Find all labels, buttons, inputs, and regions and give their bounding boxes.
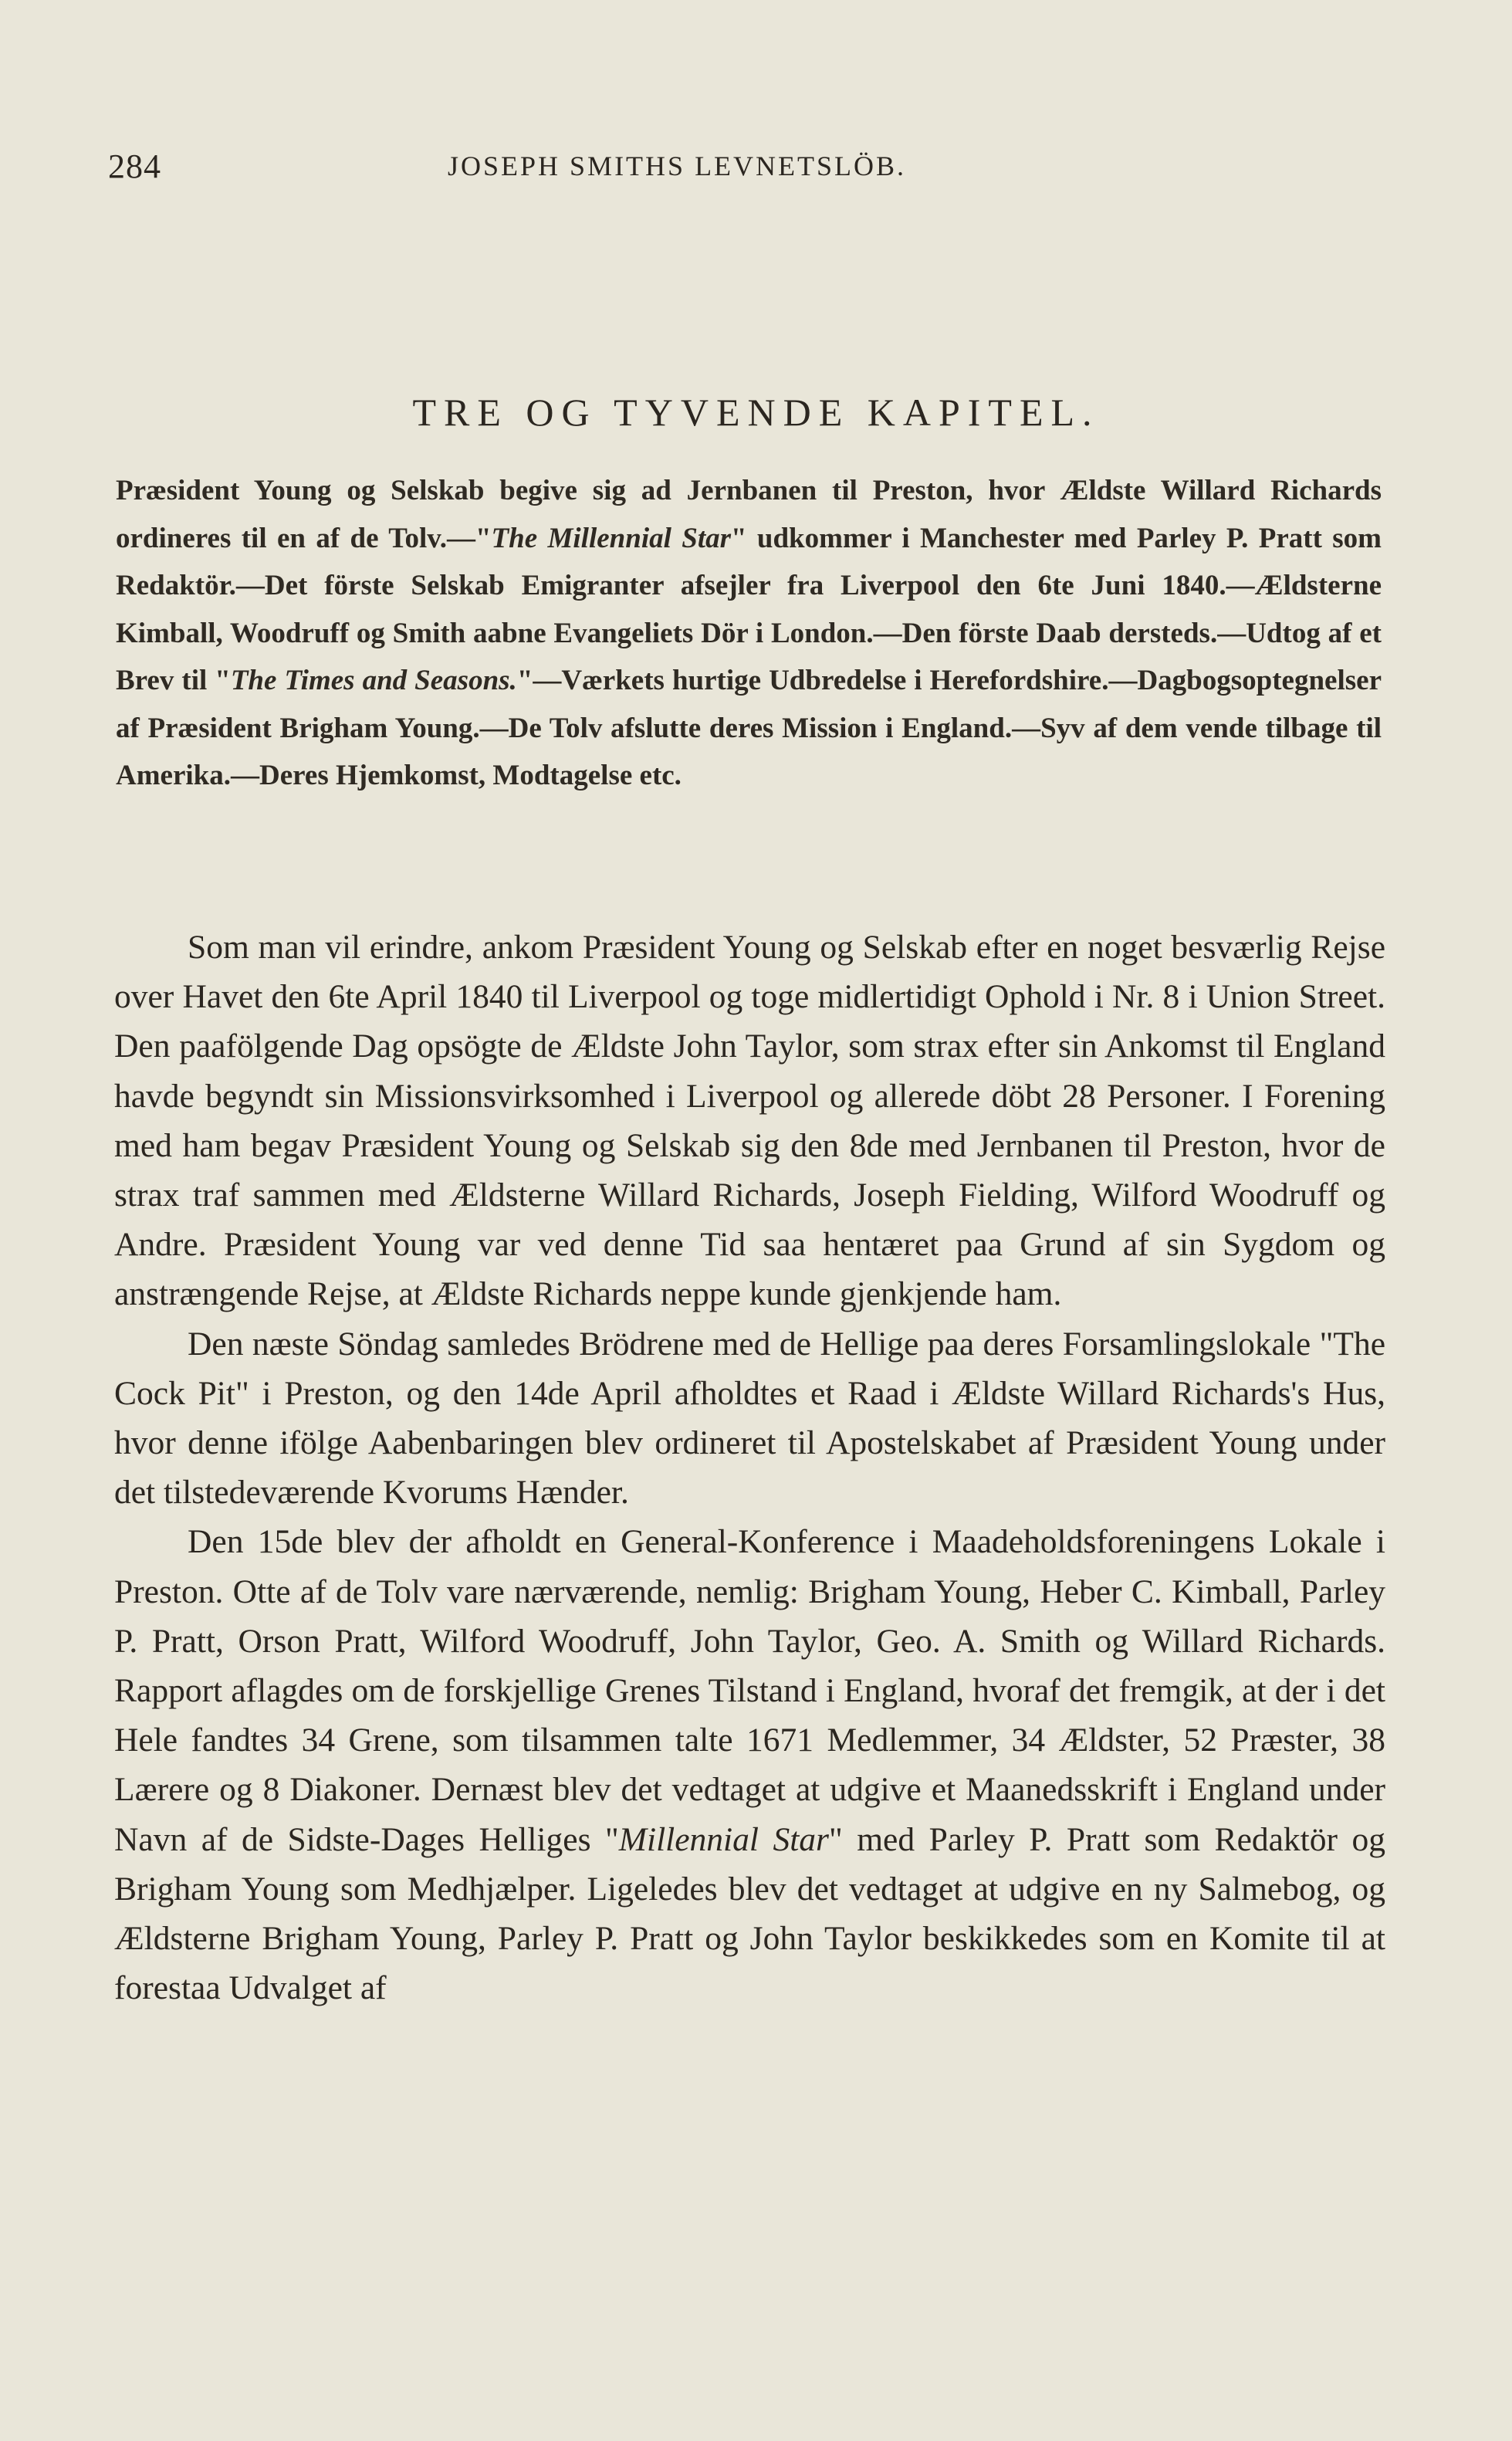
paragraph-3-italic-millennial-star: Millennial Star bbox=[618, 1820, 829, 1858]
paragraph-2: Den næste Söndag samledes Brödrene med de Hellige paa deres Forsamlingslokale "The Cock Pit" i Preston, og den 14de April afholdtes et Raad i Ældste Willard Richards's Hus, hvor denne ifölge Aabenbaringen blev ordineret til Apostelskabet af Præsident Young under det tilstedeværende Kvorums Hænder. bbox=[114, 1325, 1385, 1512]
page-number: 284 bbox=[108, 147, 161, 185]
summary-italic-times-and-seasons: The Times and Seasons. bbox=[230, 665, 517, 696]
summary-italic-millennial-star: The Millennial Star bbox=[491, 522, 731, 554]
chapter-title: TRE OG TYVENDE KAPITEL. bbox=[412, 391, 1100, 434]
running-title: JOSEPH SMITHS LEVNETSLÖB. bbox=[448, 151, 907, 181]
paragraph-3 bbox=[114, 1517, 1385, 2013]
summary-text-1: Præsident Young og Selskab begive sig ad Jernbanen til Preston, hvor Ældste Willard Richards ordineres til en af de Tolv.—" bbox=[116, 475, 1382, 554]
paragraph-3-text-2: " med Parley P. Pratt som Redaktör og Brigham Young som Medhjælper. Ligeledes blev det vedtaget at udgive en ny Salmebog, og Ældsterne Brigham Young, Parley P. Pratt og John Taylor beskikkedes som en Komite til at forestaa Udvalget af bbox=[114, 1820, 1385, 2007]
summary-text-3: "—Værkets hurtige Udbredelse i Herefordshire.—Dagbogsoptegnelser af Præsident Brigham Young.—De Tolv afslutte deres Mission i England.—Syv af dem vende tilbage til Amerika.—Deres Hjemkomst, Modtagelse etc. bbox=[116, 665, 1382, 791]
running-head bbox=[108, 147, 1389, 193]
body-text bbox=[114, 923, 1385, 2013]
paragraph-1: Som man vil erindre, ankom Præsident Young og Selskab efter en noget besværlig Rejse over Havet den 6te April 1840 til Liverpool og toge midlertidigt Ophold i Nr. 8 i Union Street. Den paafölgende Dag opsögte de Ældste John Taylor, som strax efter sin Ankomst til England havde begyndt sin Missionsvirksomhed i Liverpool og allerede döbt 28 Personer. I Forening med ham begav Præsident Young og Selskab sig den 8de med Jernbanen til Preston, hvor de strax traf sammen med Ældsterne Willard Richards, Joseph Fielding, Wilford Woodruff og Andre. Præsident Young var ved denne Tid saa hentæret paa Grund af sin Sygdom og anstrængende Rejse, at Ældste Richards neppe kunde gjenkjende ham. bbox=[114, 929, 1385, 1313]
chapter-summary bbox=[116, 467, 1382, 800]
summary-text-2: " udkommer i Manchester med Parley P. Pratt som Redaktör.—Det förste Selskab Emigranter afsejler fra Liverpool den 6te Juni 1840.—Ældsterne Kimball, Woodruff og Smith aabne Evangeliets Dör i London.—Den förste Daab dersteds.—Udtog af et Brev til " bbox=[116, 522, 1382, 696]
paragraph-3-text-1: Den 15de blev der afholdt en General-Konference i Maadeholdsforeningens Lokale i Preston. Otte af de Tolv vare nærværende, nemlig: Brigham Young, Heber C. Kimball, Parley P. Pratt, Orson Pratt, Wilford Woodruff, John Taylor, Geo. A. Smith og Willard Richards. Rapport aflagdes om de forskjellige Grenes Tilstand i England, hvoraf det fremgik, at der i det Hele fandtes 34 Grene, som tilsammen talte 1671 Medlemmer, 34 Ældster, 52 Præster, 38 Lærere og 8 Diakoner. Dernæst blev det vedtaget at udgive et Maanedsskrift i England under Navn af de Sidste-Dages Helliges " bbox=[114, 1523, 1385, 1858]
